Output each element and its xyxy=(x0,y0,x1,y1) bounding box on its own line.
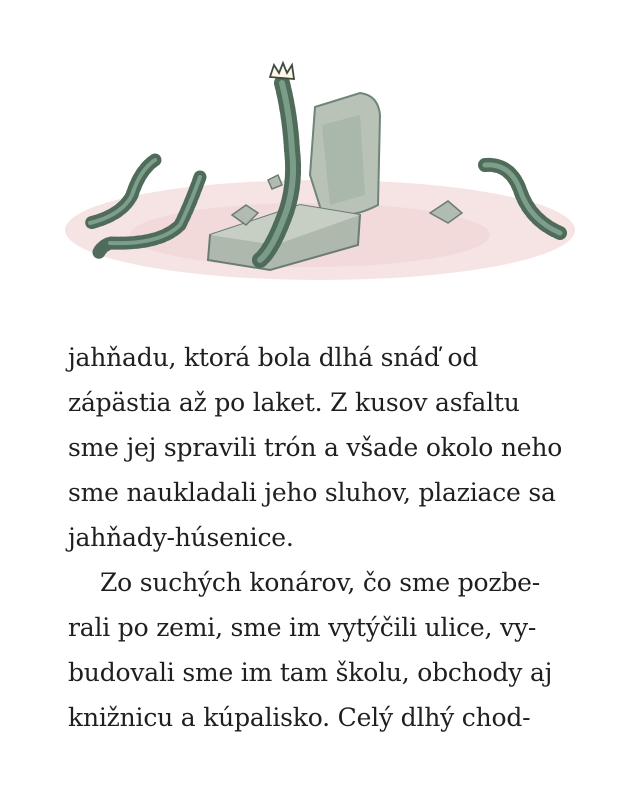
text-line: zápästia až po laket. Z kusov asfaltu xyxy=(68,388,520,417)
text-line: budovali sme im tam školu, obchody aj xyxy=(68,658,553,687)
text-line: jahňadu, ktorá bola dlhá snáď od xyxy=(68,343,479,372)
text-line: knižnicu a kúpalisko. Celý dlhý chod- xyxy=(68,703,531,732)
text-line: jahňady-húsenice. xyxy=(68,523,294,552)
story-text xyxy=(68,335,588,740)
text-line: sme naukladali jeho sluhov, plaziace sa xyxy=(68,478,556,507)
text-line: sme jej spravili trón a všade okolo neho xyxy=(68,433,563,462)
text-line: Zo suchých konárov, čo sme pozbe- xyxy=(100,568,540,597)
caterpillar-throne-illustration xyxy=(60,55,580,290)
text-line: rali po zemi, sme im vytýčili ulice, vy- xyxy=(68,613,537,642)
crown-icon xyxy=(270,63,294,79)
